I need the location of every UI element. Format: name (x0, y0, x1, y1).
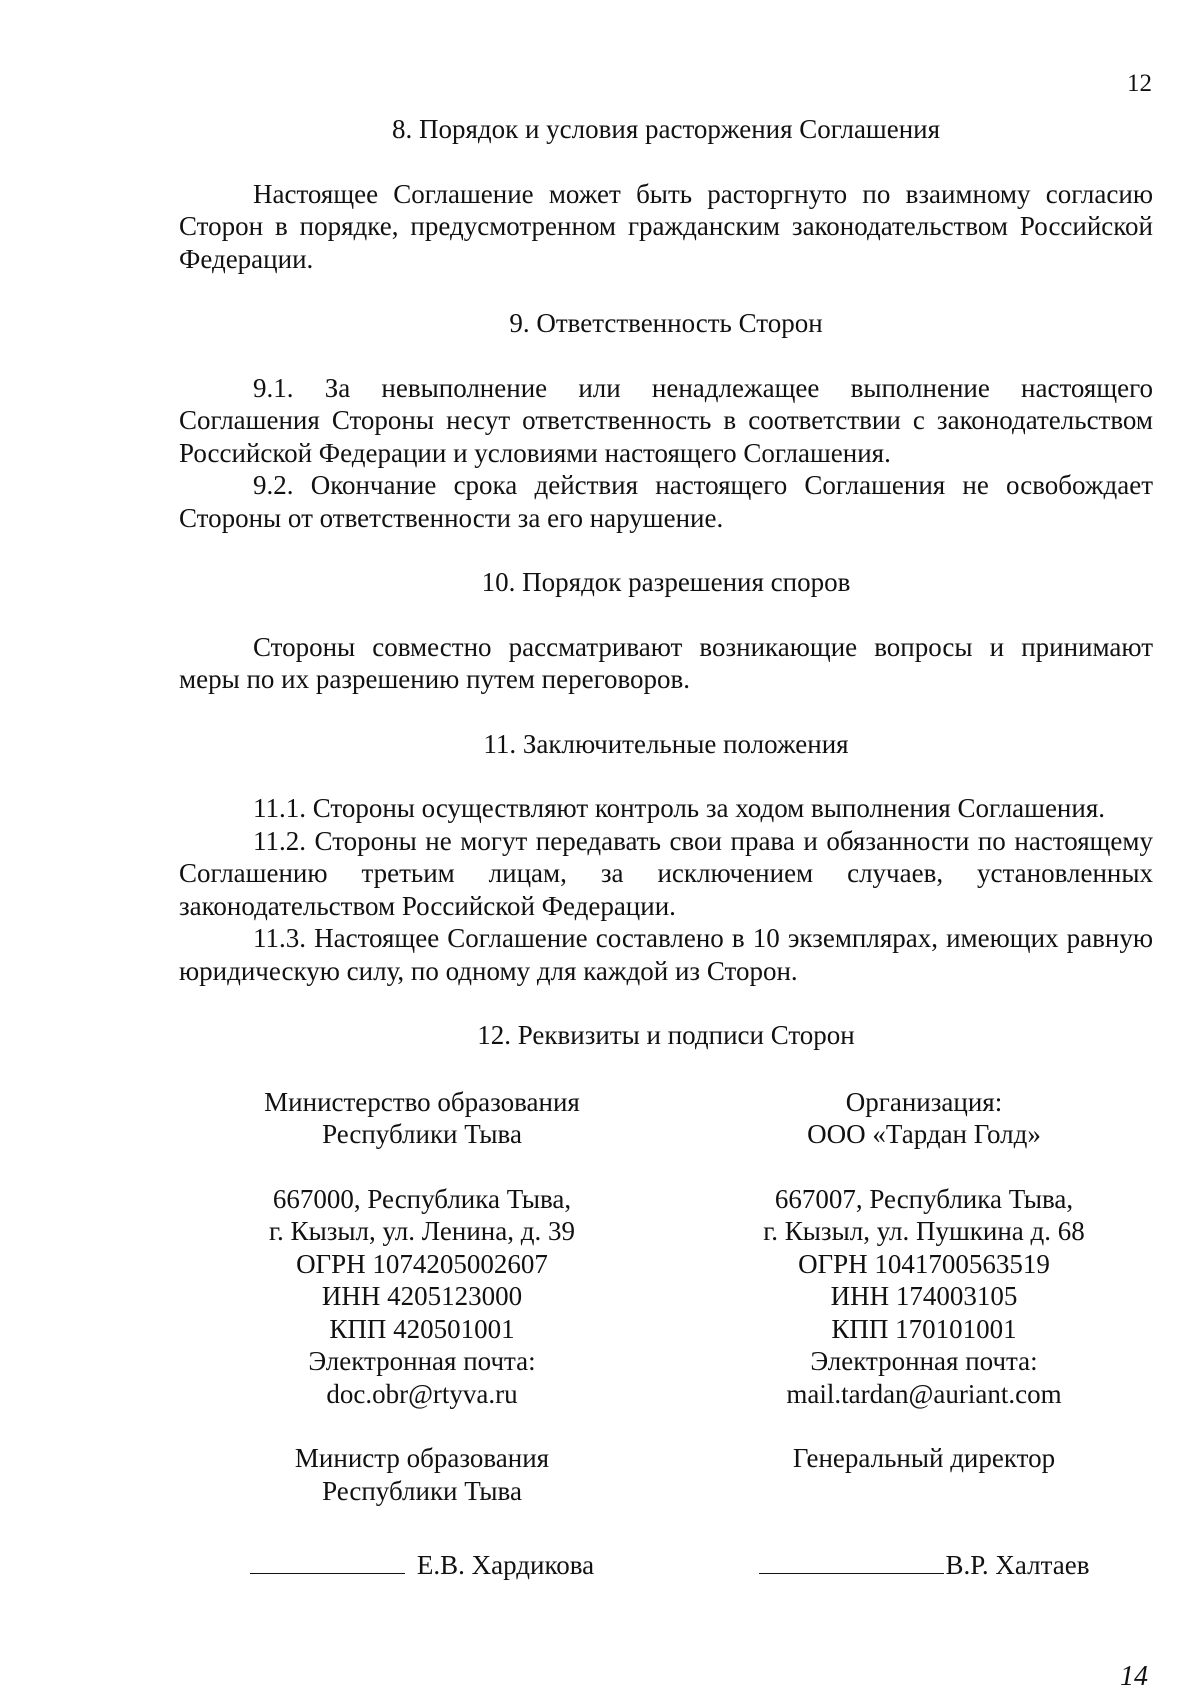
party-right-signature-row (689, 1549, 1159, 1582)
section-10-paragraph: Стороны совместно рассматривают возникающие вопросы и принимают меры по их разрешению путем переговоров. (179, 631, 1153, 694)
section-12-heading: 12. Реквизиты и подписи Сторон (477, 1020, 855, 1050)
page-number: 12 (1127, 70, 1152, 97)
party-right-inn: ИНН 174003105 (830, 1281, 1018, 1311)
party-requisites (179, 1086, 1153, 1582)
section-11-paragraph-2: 11.2. Стороны не могут передавать свои права и обязанности по настоящему Соглашению третьим лицам, за исключением случаев, установленных законодательством Российской Федерации. (179, 825, 1153, 921)
party-left-inn: ИНН 4205123000 (321, 1281, 523, 1311)
section-10-heading: 10. Порядок разрешения споров (481, 567, 851, 597)
party-left-address-line-1: 667000, Республика Тыва, (272, 1183, 572, 1214)
party-right-kpp: КПП 170101001 (831, 1313, 1017, 1344)
party-left-kpp: КПП 420501001 (329, 1313, 515, 1344)
document-body (179, 113, 1153, 1582)
party-right-signatory: В.Р. Халтаев (945, 1550, 1090, 1580)
section-8-paragraph: Настоящее Соглашение может быть расторгнуто по взаимному согласию Сторон в порядке, предусмотренном гражданским законодательством Российской Федерации. (179, 178, 1153, 274)
section-9-paragraph-2: 9.2. Окончание срока действия настоящего Соглашения не освобождает Стороны от ответственности за его нарушение. (179, 470, 1153, 533)
party-right-address-line-2: г. Кызыл, ул. Пушкина д. 68 (763, 1216, 1085, 1246)
party-left-signatory: Е.В. Хардикова (416, 1550, 595, 1580)
signature-line-right (759, 1549, 944, 1574)
party-left-signature-row (187, 1549, 657, 1582)
section-9-paragraph-1: 9.1. За невыполнение или ненадлежащее выполнение настоящего Соглашения Стороны несут ответственность в соответствии с законодательством Российской Федерации и условиями настоящего Соглашения. (179, 372, 1153, 468)
party-left (187, 1086, 657, 1582)
party-right-email: mail.tardan@auriant.com (786, 1378, 1062, 1409)
party-left-ogrn: ОГРН 1074205002607 (296, 1248, 548, 1279)
party-right-name-line-1: Организация: (845, 1086, 1003, 1117)
section-11-paragraph-3: 11.3. Настоящее Соглашение составлено в 10 экземплярах, имеющих равную юридическую силу, по одному для каждой из Сторон. (179, 923, 1153, 986)
party-right-name-line-2: ООО «Тардан Голд» (807, 1119, 1041, 1149)
party-left-email: doc.obr@rtyva.ru (326, 1378, 518, 1409)
party-left-name-line-1: Министерство образования (264, 1086, 580, 1117)
party-left-position-line-2: Республики Тыва (322, 1475, 522, 1506)
party-left-name-line-2: Республики Тыва (322, 1119, 522, 1149)
section-8-heading: 8. Порядок и условия расторжения Соглашения (391, 114, 941, 144)
party-right-ogrn: ОГРН 1041700563519 (798, 1248, 1050, 1279)
party-left-email-label: Электронная почта: (308, 1346, 536, 1376)
section-11-heading: 11. Заключительные положения (483, 728, 849, 759)
handwritten-sheet-number: 14 (1120, 1661, 1148, 1692)
party-right-email-label: Электронная почта: (810, 1346, 1038, 1376)
party-left-position-line-1: Министр образования (294, 1443, 550, 1473)
party-right-address-line-1: 667007, Республика Тыва, (774, 1183, 1074, 1214)
section-9-heading: 9. Ответственность Сторон (509, 308, 823, 338)
party-left-address-line-2: г. Кызыл, ул. Ленина, д. 39 (269, 1216, 575, 1246)
signature-line-left (250, 1549, 405, 1574)
party-right (689, 1086, 1159, 1582)
party-right-position: Генеральный директор (792, 1443, 1056, 1473)
section-11-paragraph-1: 11.1. Стороны осуществляют контроль за ходом выполнения Соглашения. (253, 793, 1105, 823)
